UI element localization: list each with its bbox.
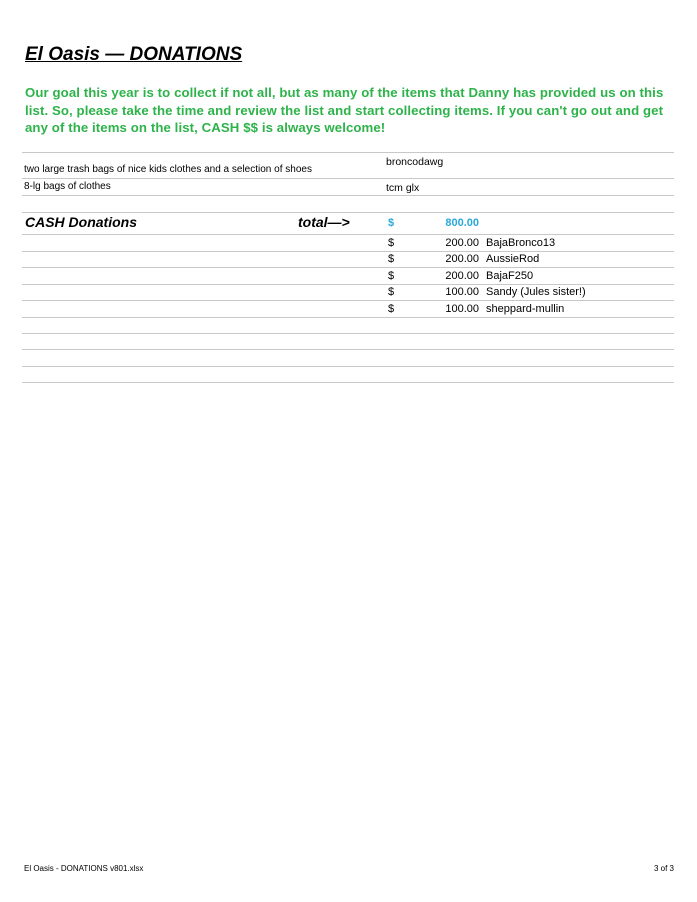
cash-donor: BajaBronco13 — [486, 237, 556, 249]
table-rule — [22, 267, 674, 268]
cash-donor: BajaF250 — [486, 270, 534, 282]
cash-donations-header: CASH Donations — [25, 214, 137, 230]
currency-symbol: $ — [388, 217, 395, 229]
table-rule — [22, 234, 674, 235]
cash-amount: 200.00 — [445, 270, 479, 282]
table-rule — [22, 333, 674, 334]
table-rule — [22, 300, 674, 301]
page-title: El Oasis — DONATIONS — [25, 44, 243, 65]
table-rule — [22, 251, 674, 252]
cash-amount: 200.00 — [445, 253, 479, 265]
table-rule — [22, 382, 674, 383]
table-rule — [22, 195, 674, 196]
cash-amount: 100.00 — [445, 286, 479, 298]
item-donor: tcm glx — [386, 182, 420, 194]
table-rule — [22, 178, 674, 179]
currency-symbol: $ — [388, 253, 395, 265]
goal-statement: Our goal this year is to collect if not all, but as many of the items that Danny has provided us on this list. So, please take the time and review the list and start collecting items. If you can't go out and get any of the items on the list, CASH $$ is always welcome! — [25, 85, 664, 135]
cash-amount: 200.00 — [445, 237, 479, 249]
item-donor: broncodawg — [386, 156, 444, 168]
cash-donor: sheppard-mullin — [486, 303, 565, 315]
footer-filename: El Oasis - DONATIONS v801.xlsx — [24, 864, 144, 873]
footer-page-number: 3 of 3 — [653, 864, 674, 873]
table-rule — [22, 366, 674, 367]
table-rule — [22, 152, 674, 153]
table-rule — [22, 212, 674, 213]
table-rule — [22, 284, 674, 285]
currency-symbol: $ — [388, 286, 395, 298]
cash-donor: AussieRod — [486, 253, 540, 265]
cash-donor: Sandy (Jules sister!) — [486, 286, 586, 298]
table-rule — [22, 317, 674, 318]
total-label: total—> — [298, 214, 350, 230]
currency-symbol: $ — [388, 270, 395, 282]
currency-symbol: $ — [388, 303, 395, 315]
currency-symbol: $ — [388, 237, 395, 249]
item-description: 8-lg bags of clothes — [24, 181, 111, 192]
item-description: two large trash bags of nice kids clothes and a selection of shoes — [24, 164, 312, 175]
table-rule — [22, 349, 674, 350]
cash-total: 800.00 — [445, 217, 479, 229]
cash-amount: 100.00 — [445, 303, 479, 315]
